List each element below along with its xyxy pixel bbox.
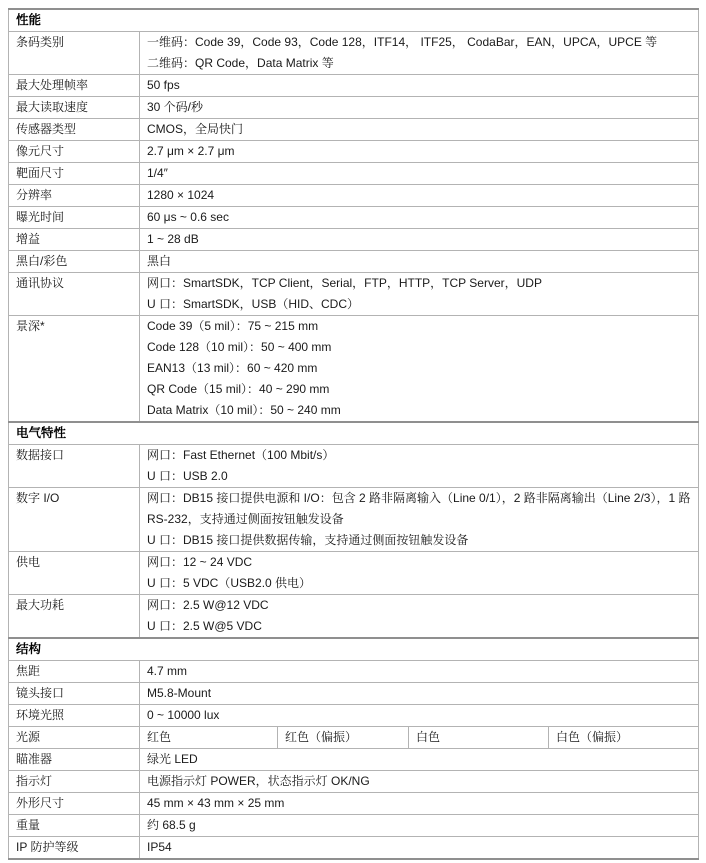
spec-label: 供电 xyxy=(9,552,140,595)
spec-row xyxy=(9,815,699,837)
spec-row xyxy=(9,683,699,705)
spec-row xyxy=(9,32,699,75)
spec-value-line: QR Code（15 mil）：40 ~ 290 mm xyxy=(147,382,330,396)
spec-value-line: 50 fps xyxy=(147,78,180,92)
spec-value-line: Data Matrix（10 mil）：50 ~ 240 mm xyxy=(147,403,341,417)
spec-label: 镜头接口 xyxy=(9,683,140,705)
spec-label: 像元尺寸 xyxy=(9,141,140,163)
spec-value-line: 1280 × 1024 xyxy=(147,188,215,202)
spec-value-line: 1/4″ xyxy=(147,166,168,180)
spec-value xyxy=(140,815,699,837)
spec-value-line: U 口：2.5 W@5 VDC xyxy=(147,619,262,633)
spec-row xyxy=(9,273,699,316)
spec-row xyxy=(9,75,699,97)
spec-value-line: 0 ~ 10000 lux xyxy=(147,708,220,722)
spec-label: 最大处理帧率 xyxy=(9,75,140,97)
spec-value-cell: 红色（偏振） xyxy=(278,727,409,749)
spec-label: 景深* xyxy=(9,316,140,423)
spec-value xyxy=(140,595,699,639)
spec-value-line: 电源指示灯 POWER，状态指示灯 OK/NG xyxy=(147,774,370,788)
spec-value xyxy=(140,771,699,793)
spec-value-cell: 白色 xyxy=(409,727,549,749)
spec-label: 光源 xyxy=(9,727,140,749)
spec-table-body xyxy=(9,9,699,859)
spec-label: 增益 xyxy=(9,229,140,251)
spec-label: 数据接口 xyxy=(9,445,140,488)
spec-value-line: 黑白 xyxy=(147,254,172,268)
spec-label: 重量 xyxy=(9,815,140,837)
spec-value-line: Code 128（10 mil）：50 ~ 400 mm xyxy=(147,340,332,354)
spec-value xyxy=(140,75,699,97)
spec-value-line: 约 68.5 g xyxy=(147,818,196,832)
section-title: 结构 xyxy=(9,638,699,661)
spec-value xyxy=(140,141,699,163)
spec-value-line: CMOS，全局快门 xyxy=(147,122,244,136)
spec-label: 传感器类型 xyxy=(9,119,140,141)
spec-row xyxy=(9,229,699,251)
spec-value-line: 绿光 LED xyxy=(147,752,198,766)
spec-row xyxy=(9,163,699,185)
spec-value xyxy=(140,793,699,815)
spec-value xyxy=(140,749,699,771)
spec-value xyxy=(140,163,699,185)
spec-value-line: 网口：12 ~ 24 VDC xyxy=(147,555,253,569)
spec-row xyxy=(9,749,699,771)
spec-label: 外形尺寸 xyxy=(9,793,140,815)
spec-value xyxy=(140,488,699,552)
spec-value xyxy=(140,119,699,141)
spec-value-line: Code 39（5 mil）：75 ~ 215 mm xyxy=(147,319,319,333)
spec-value-line: 网口：2.5 W@12 VDC xyxy=(147,598,269,612)
spec-value-line: 网口：Fast Ethernet（100 Mbit/s） xyxy=(147,448,335,462)
spec-value-line: IP54 xyxy=(147,840,172,854)
spec-label: 通讯协议 xyxy=(9,273,140,316)
spec-value xyxy=(140,229,699,251)
spec-value-cell: 红色 xyxy=(140,727,278,749)
spec-label: 环境光照 xyxy=(9,705,140,727)
spec-value xyxy=(140,273,699,316)
spec-value-line: 30 个码/秒 xyxy=(147,100,204,114)
section-header-row xyxy=(9,9,699,32)
spec-value-line: M5.8-Mount xyxy=(147,686,212,700)
spec-value xyxy=(140,705,699,727)
spec-value xyxy=(140,683,699,705)
section-title: 电气特性 xyxy=(9,422,699,445)
spec-row xyxy=(9,727,699,749)
spec-row xyxy=(9,705,699,727)
spec-row xyxy=(9,141,699,163)
spec-value xyxy=(140,445,699,488)
spec-label: 分辨率 xyxy=(9,185,140,207)
spec-row xyxy=(9,793,699,815)
spec-row xyxy=(9,552,699,595)
spec-row xyxy=(9,595,699,639)
spec-value-line: U 口：USB 2.0 xyxy=(147,469,228,483)
spec-value-line: 网口：SmartSDK，TCP Client，Serial，FTP，HTTP，TCP Server，UDP xyxy=(147,276,542,290)
spec-label: IP 防护等级 xyxy=(9,837,140,860)
section-header-row xyxy=(9,422,699,445)
spec-row xyxy=(9,185,699,207)
spec-label: 靶面尺寸 xyxy=(9,163,140,185)
spec-value xyxy=(140,552,699,595)
spec-label: 黑白/彩色 xyxy=(9,251,140,273)
spec-label: 最大读取速度 xyxy=(9,97,140,119)
spec-value-cell: 白色（偏振） xyxy=(549,727,699,749)
spec-value-line: 45 mm × 43 mm × 25 mm xyxy=(147,796,285,810)
spec-value-line: U 口：SmartSDK，USB（HID、CDC） xyxy=(147,297,360,311)
spec-row xyxy=(9,771,699,793)
spec-value xyxy=(140,185,699,207)
spec-row xyxy=(9,251,699,273)
spec-value xyxy=(140,251,699,273)
spec-value-line: U 口：DB15 接口提供数据传输，支持通过侧面按钮触发设备 xyxy=(147,533,469,547)
spec-row xyxy=(9,119,699,141)
section-header-row xyxy=(9,638,699,661)
spec-value xyxy=(140,97,699,119)
spec-row xyxy=(9,316,699,423)
spec-row xyxy=(9,207,699,229)
spec-label: 曝光时间 xyxy=(9,207,140,229)
spec-table xyxy=(8,8,699,860)
spec-row xyxy=(9,661,699,683)
spec-value-line: 60 μs ~ 0.6 sec xyxy=(147,210,229,224)
spec-value-line: 1 ~ 28 dB xyxy=(147,232,199,246)
spec-value xyxy=(140,32,699,75)
spec-value-line: 一维码：Code 39，Code 93，Code 128，ITF14， ITF25， CodaBar，EAN，UPCA，UPCE 等 xyxy=(147,35,658,49)
spec-row xyxy=(9,488,699,552)
spec-value-line: EAN13（13 mil）：60 ~ 420 mm xyxy=(147,361,318,375)
spec-label: 最大功耗 xyxy=(9,595,140,639)
spec-row xyxy=(9,97,699,119)
spec-value xyxy=(140,316,699,423)
spec-value-line: 2.7 μm × 2.7 μm xyxy=(147,144,235,158)
spec-value-line: 4.7 mm xyxy=(147,664,188,678)
spec-value-line: 网口：DB15 接口提供电源和 I/O：包含 2 路非隔离输入（Line 0/1），2 路非隔离输出（Line 2/3），1 路 RS-232，支持通过侧面按钮触发设备 xyxy=(147,491,691,526)
spec-value-line: 二维码：QR Code，Data Matrix 等 xyxy=(147,56,334,70)
spec-label: 指示灯 xyxy=(9,771,140,793)
spec-label: 数字 I/O xyxy=(9,488,140,552)
spec-value xyxy=(140,207,699,229)
spec-label: 瞄准器 xyxy=(9,749,140,771)
spec-value-line: U 口：5 VDC（USB2.0 供电） xyxy=(147,576,312,590)
spec-row xyxy=(9,445,699,488)
section-title: 性能 xyxy=(9,9,699,32)
spec-value xyxy=(140,661,699,683)
spec-label: 条码类别 xyxy=(9,32,140,75)
spec-label: 焦距 xyxy=(9,661,140,683)
